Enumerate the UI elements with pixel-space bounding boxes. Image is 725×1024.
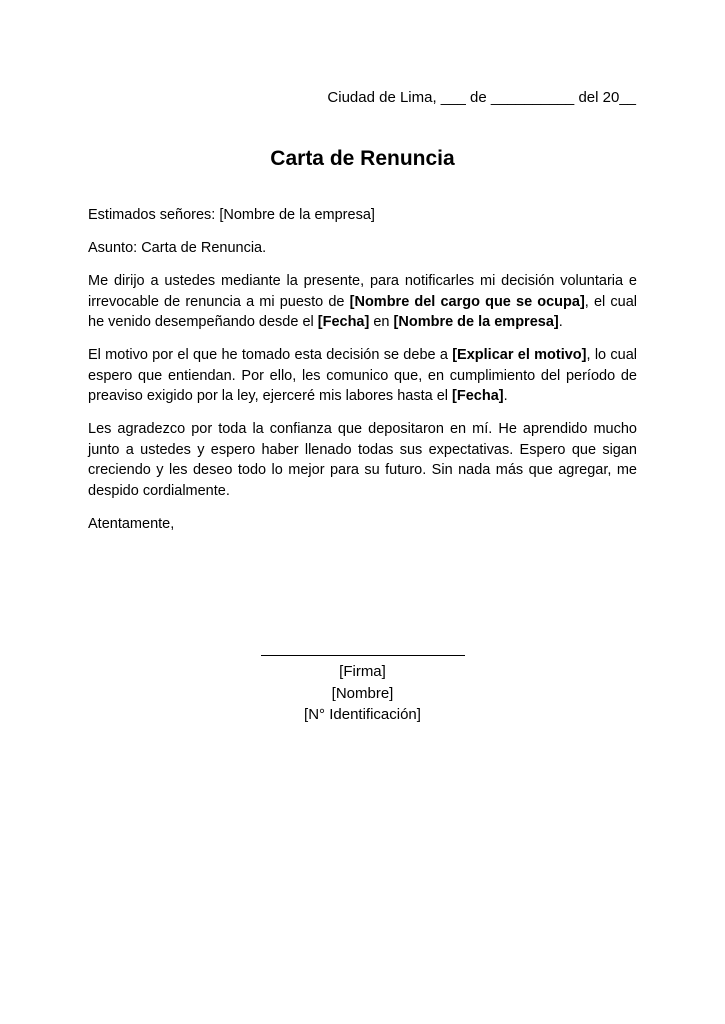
date-line: Ciudad de Lima, ___ de __________ del 20__ (327, 89, 636, 106)
letter-body (88, 205, 637, 547)
paragraph-text: El motivo por el que he tomado esta decisión se debe a (88, 347, 453, 363)
closing: Atentamente, (88, 515, 175, 532)
paragraph-thanks: Les agradezco por toda la confianza que depositaron en mí. He aprendido mucho junto a ustedes y espero haber llenado todas sus expectativas. Espero que sigan creciendo y les deseo todo lo mejor para su futuro. Sin nada más que agregar, me despido cordialmente. (88, 421, 637, 499)
placeholder-end-date: [Fecha] (452, 388, 504, 404)
signature-block (0, 655, 725, 726)
greeting: Estimados señores: [Nombre de la empresa] (88, 207, 375, 223)
paragraph-text: Me dirijo a ustedes mediante la presente, para notificarles mi decisión voluntaria e irrevocable de renuncia a mi puesto de (88, 273, 637, 310)
placeholder-company: [Nombre de la empresa] (393, 314, 559, 330)
paragraph-reason (88, 345, 637, 407)
placeholder-position: [Nombre del cargo que se ocupa] (349, 293, 585, 310)
paragraph-text: , el cual he venido desempeñando desde el (88, 293, 637, 330)
subject-line: Asunto: Carta de Renuncia. (88, 240, 267, 256)
paragraph-text: en (369, 314, 394, 330)
signature-nombre: [Nombre] (331, 684, 394, 702)
signature-identificacion: [N° Identificación] (304, 706, 421, 723)
paragraph-text: . (558, 314, 563, 330)
paragraph-text: . (503, 388, 508, 404)
letter-title: Carta de Renuncia (270, 147, 455, 170)
signature-line (261, 655, 465, 656)
placeholder-date: [Fecha] (317, 314, 370, 330)
placeholder-reason: [Explicar el motivo] (452, 347, 587, 363)
paragraph-resignation (88, 271, 637, 333)
paragraph-text: , lo cual espero que entiendan. Por ello, les comunico que, en cumplimiento del período de preaviso exigido por la ley, ejerceré mis labores hasta el (88, 347, 637, 404)
signature-firma: [Firma] (339, 663, 386, 680)
